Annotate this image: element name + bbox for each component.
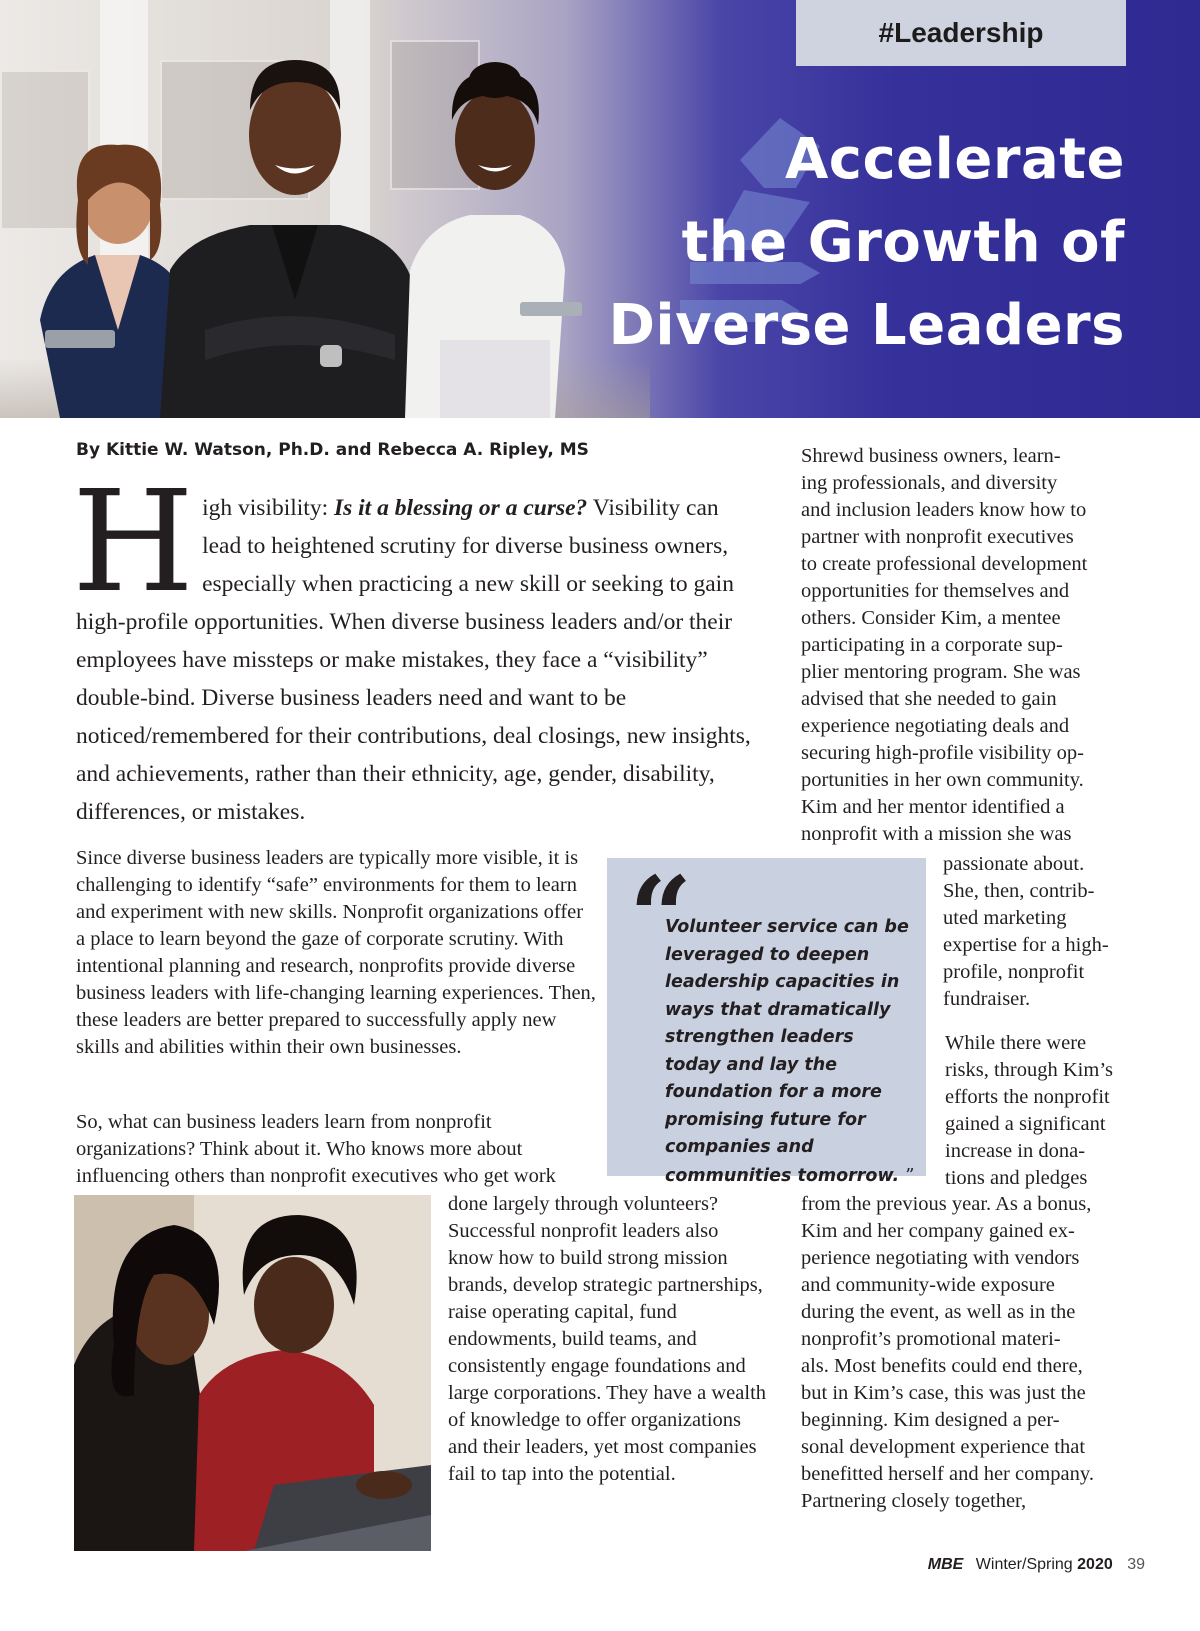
text-line: ing professionals, and diversity [801, 472, 1058, 494]
text-line: Shrewd business owners, learn- [801, 445, 1061, 467]
byline: By Kittie W. Watson, Ph.D. and Rebecca A. Ripley, MS [76, 440, 589, 460]
text-line: during the event, as well as in the [801, 1301, 1076, 1323]
section-tag [796, 0, 1126, 66]
pull-quote-text [665, 914, 915, 1190]
text-line: benefitted herself and her company. [801, 1463, 1094, 1485]
page-number: 39 [1127, 1556, 1145, 1573]
text-line: advised that she needed to gain [801, 688, 1057, 710]
text-line: She, then, contrib- [943, 880, 1095, 902]
page-footer [928, 1556, 1145, 1574]
text-line: but in Kim’s case, this was just the [801, 1382, 1086, 1404]
text-line: and inclusion leaders know how to [801, 499, 1087, 521]
magazine-name: MBE [927, 1556, 964, 1573]
lede-text: igh visibility: [202, 495, 334, 521]
text-line: others. Consider Kim, a mentee [801, 607, 1061, 629]
text-line: participating in a corporate sup- [801, 634, 1063, 656]
headline-line: Diverse Leaders [608, 293, 1125, 358]
quote-mark-icon: “ [629, 852, 693, 981]
section-tag-label: #Leadership [878, 17, 1044, 48]
issue-year: 2020 [1077, 1556, 1113, 1573]
text-line: profile, nonprofit [943, 961, 1085, 983]
pull-quote [607, 852, 926, 1186]
text-line: While there were [945, 1032, 1087, 1054]
lede-emphasis: Is it a blessing or a curse? [333, 495, 588, 521]
text-line: Kim and her mentor identified a [801, 796, 1065, 818]
text-line: tions and pledges [945, 1167, 1088, 1189]
text-line: nonprofit’s promotional materi- [801, 1328, 1061, 1350]
closing-quote-mark: ” [905, 1164, 915, 1186]
text-line: increase in dona- [945, 1140, 1086, 1162]
headline-line: the Growth of [681, 210, 1125, 275]
hero-banner [0, 0, 1200, 418]
body-paragraph: Since diverse business leaders are typically more visible, it is challenging to identify “safe” environments for them to learn and experiment with new skills. Nonprofit organizations offer a place to learn beyond the gaze of corporate scrutiny. With intentional planning and research, nonprofits provide diverse business leaders with life-changing learning experiences. Then, these leaders are better prepared to successfully apply new skills and abilities within their own businesses. [76, 847, 596, 1058]
text-line: sonal development experience that [801, 1436, 1086, 1458]
text-line: partner with nonprofit executives [801, 526, 1074, 548]
text-line: plier mentoring program. She was [801, 661, 1081, 683]
body-paragraph: So, what can business leaders learn from nonprofit organizations? Think about it. Who knows more about influencing others than nonprofit executives who get work [76, 1111, 556, 1187]
body-paragraph-continued: done largely through volunteers? Successful nonprofit leaders also know how to build strong mission brands, develop strategic partnerships, raise operating capital, fund endowments, build teams, and consistently engage foundations and large corporations. They have a wealth of knowledge to offer organizations and their leaders, yet most companies fail to tap into the potential. [448, 1193, 767, 1485]
women-laptop-photo [74, 1195, 431, 1551]
drop-cap: H [72, 461, 195, 624]
issue-season: Winter/Spring [975, 1556, 1073, 1573]
business-people-photo [0, 0, 660, 418]
lede-paragraph [72, 461, 761, 831]
lede-text: Visibility can lead to heightened scrutiny for diverse business owners, especially when practicing a new skill or seeking to gain high-profile opportunities. When diverse business leaders and/or their employees have missteps or make mistakes, they face a “visibility” double-bind. Diverse business leaders need and want to be noticed/remembered for their contributions, deal closings, new insights, and achievements, rather than their ethnicity, age, gender, disability, differences, or mistakes. [76, 495, 751, 825]
text-line: als. Most benefits could end there, [801, 1355, 1083, 1377]
text-line: and community-wide exposure [801, 1274, 1055, 1296]
text-line: portunities in her own community. [801, 769, 1084, 791]
text-line: to create professional development [801, 553, 1088, 575]
text-line: uted marketing [943, 907, 1067, 929]
text-line: expertise for a high- [943, 934, 1109, 956]
text-line: Partnering closely together, [801, 1490, 1027, 1512]
text-line: fundraiser. [943, 988, 1031, 1010]
text-line: gained a significant [945, 1113, 1106, 1135]
right-column-wrap [945, 1030, 1145, 1192]
text-line: beginning. Kim designed a per- [801, 1409, 1060, 1431]
pull-quote-body: Volunteer service can be leveraged to deepen leadership capacities in ways that dramatically strengthen leaders today and lay the foundation for a more promising future for companies and communities tomorrow. [665, 917, 909, 1186]
text-line: passionate about. [943, 853, 1085, 875]
text-line: Kim and her company gained ex- [801, 1220, 1075, 1242]
text-line: from the previous year. As a bonus, [801, 1193, 1092, 1215]
text-line: risks, through Kim’s [945, 1059, 1113, 1081]
right-column [801, 443, 1141, 848]
text-line: perience negotiating with vendors [801, 1247, 1080, 1269]
right-column-wrap [943, 851, 1143, 1013]
text-line: efforts the nonprofit [945, 1086, 1110, 1108]
text-line: nonprofit with a mission she was [801, 823, 1072, 845]
headline-line: Accelerate [784, 127, 1125, 192]
text-line: securing high-profile visibility op- [801, 742, 1084, 764]
right-column-bottom [801, 1191, 1146, 1515]
text-line: opportunities for themselves and [801, 580, 1070, 602]
text-line: experience negotiating deals and [801, 715, 1070, 737]
article-headline [605, 118, 1125, 367]
